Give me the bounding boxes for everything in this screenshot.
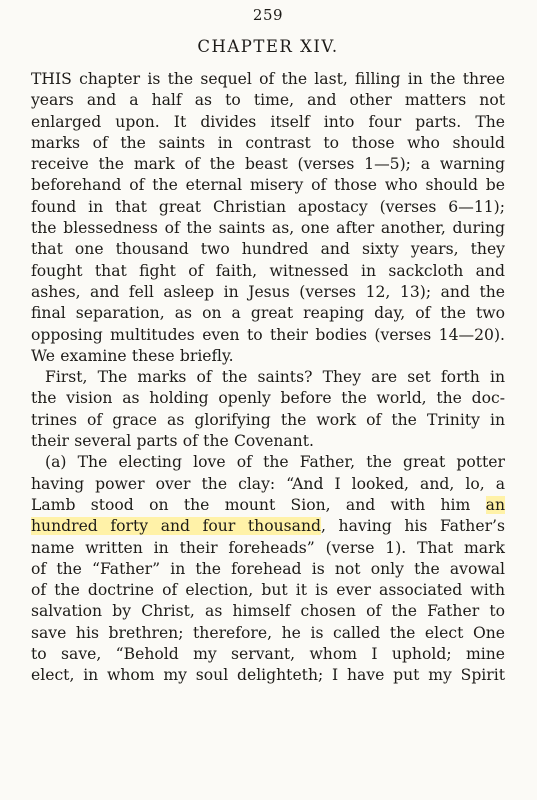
- text-line: their several parts of the Covenant.: [31, 432, 314, 451]
- text-line: [31, 516, 505, 537]
- text-line: that one thousand two hundred and sixty years, they: [31, 240, 505, 259]
- text-line: First, The marks of the saints? They are set forth in: [45, 368, 505, 387]
- text-line: save his brethren; therefore, he is called the elect One: [31, 623, 505, 642]
- text-line: of the doctrine of election, but it is ever associated with: [31, 581, 505, 600]
- text-line: trines of grace as glorifying the work of the Trinity in: [31, 410, 505, 429]
- text-line: [31, 495, 505, 516]
- highlighted-text: hundred forty and four thousand: [31, 517, 321, 536]
- body-text: [31, 69, 505, 687]
- text-line: the vision as holding openly before the world, the doc-: [31, 389, 505, 408]
- text-line: fought that fight of faith, witnessed in sackcloth and: [31, 261, 505, 280]
- text-line: salvation by Christ, as himself chosen of the Father to: [31, 602, 505, 621]
- text-line: of the “Father” in the forehead is not only the avowal: [31, 559, 505, 578]
- text-line: final separation, as on a great reaping day, of the two: [31, 304, 505, 323]
- text-line: elect, in whom my soul delighteth; I have put my Spirit: [31, 666, 505, 685]
- text-line: enlarged upon. It divides itself into four parts. The: [31, 112, 505, 131]
- text-line: to save, “Behold my servant, whom I uphold; mine: [31, 645, 505, 664]
- highlighted-text: an: [485, 495, 505, 514]
- text-line: THIS chapter is the sequel of the last, filling in the three: [31, 70, 505, 88]
- text-line: opposing multitudes even to their bodies (verses 14—20).: [31, 325, 505, 344]
- text-line: the blessedness of the saints as, one after another, during: [31, 219, 505, 238]
- text-line: marks of the saints in contrast to those who should: [31, 133, 505, 152]
- text-line: years and a half as to time, and other matters not: [31, 91, 505, 110]
- text-line: (a) The electing love of the Father, the great potter: [45, 453, 505, 472]
- chapter-title: CHAPTER XIV.: [197, 37, 339, 56]
- text-line: receive the mark of the beast (verses 1—5); a warning: [31, 155, 505, 174]
- text-line: ashes, and fell asleep in Jesus (verses 12, 13); and the: [31, 282, 505, 301]
- text-line: having power over the clay: “And I looked, and, lo, a: [31, 474, 505, 493]
- text-line: found in that great Christian apostacy (verses 6—11);: [31, 197, 505, 216]
- text-line: beforehand of the eternal misery of those who should be: [31, 176, 505, 195]
- text-segment: Lamb stood on the mount Sion, and with him: [31, 495, 486, 514]
- text-line: name written in their foreheads” (verse 1). That mark: [31, 538, 505, 557]
- text-line: We examine these briefly.: [31, 346, 234, 365]
- page-number: 259: [252, 6, 284, 24]
- text-segment: , having his Father’s: [320, 517, 505, 536]
